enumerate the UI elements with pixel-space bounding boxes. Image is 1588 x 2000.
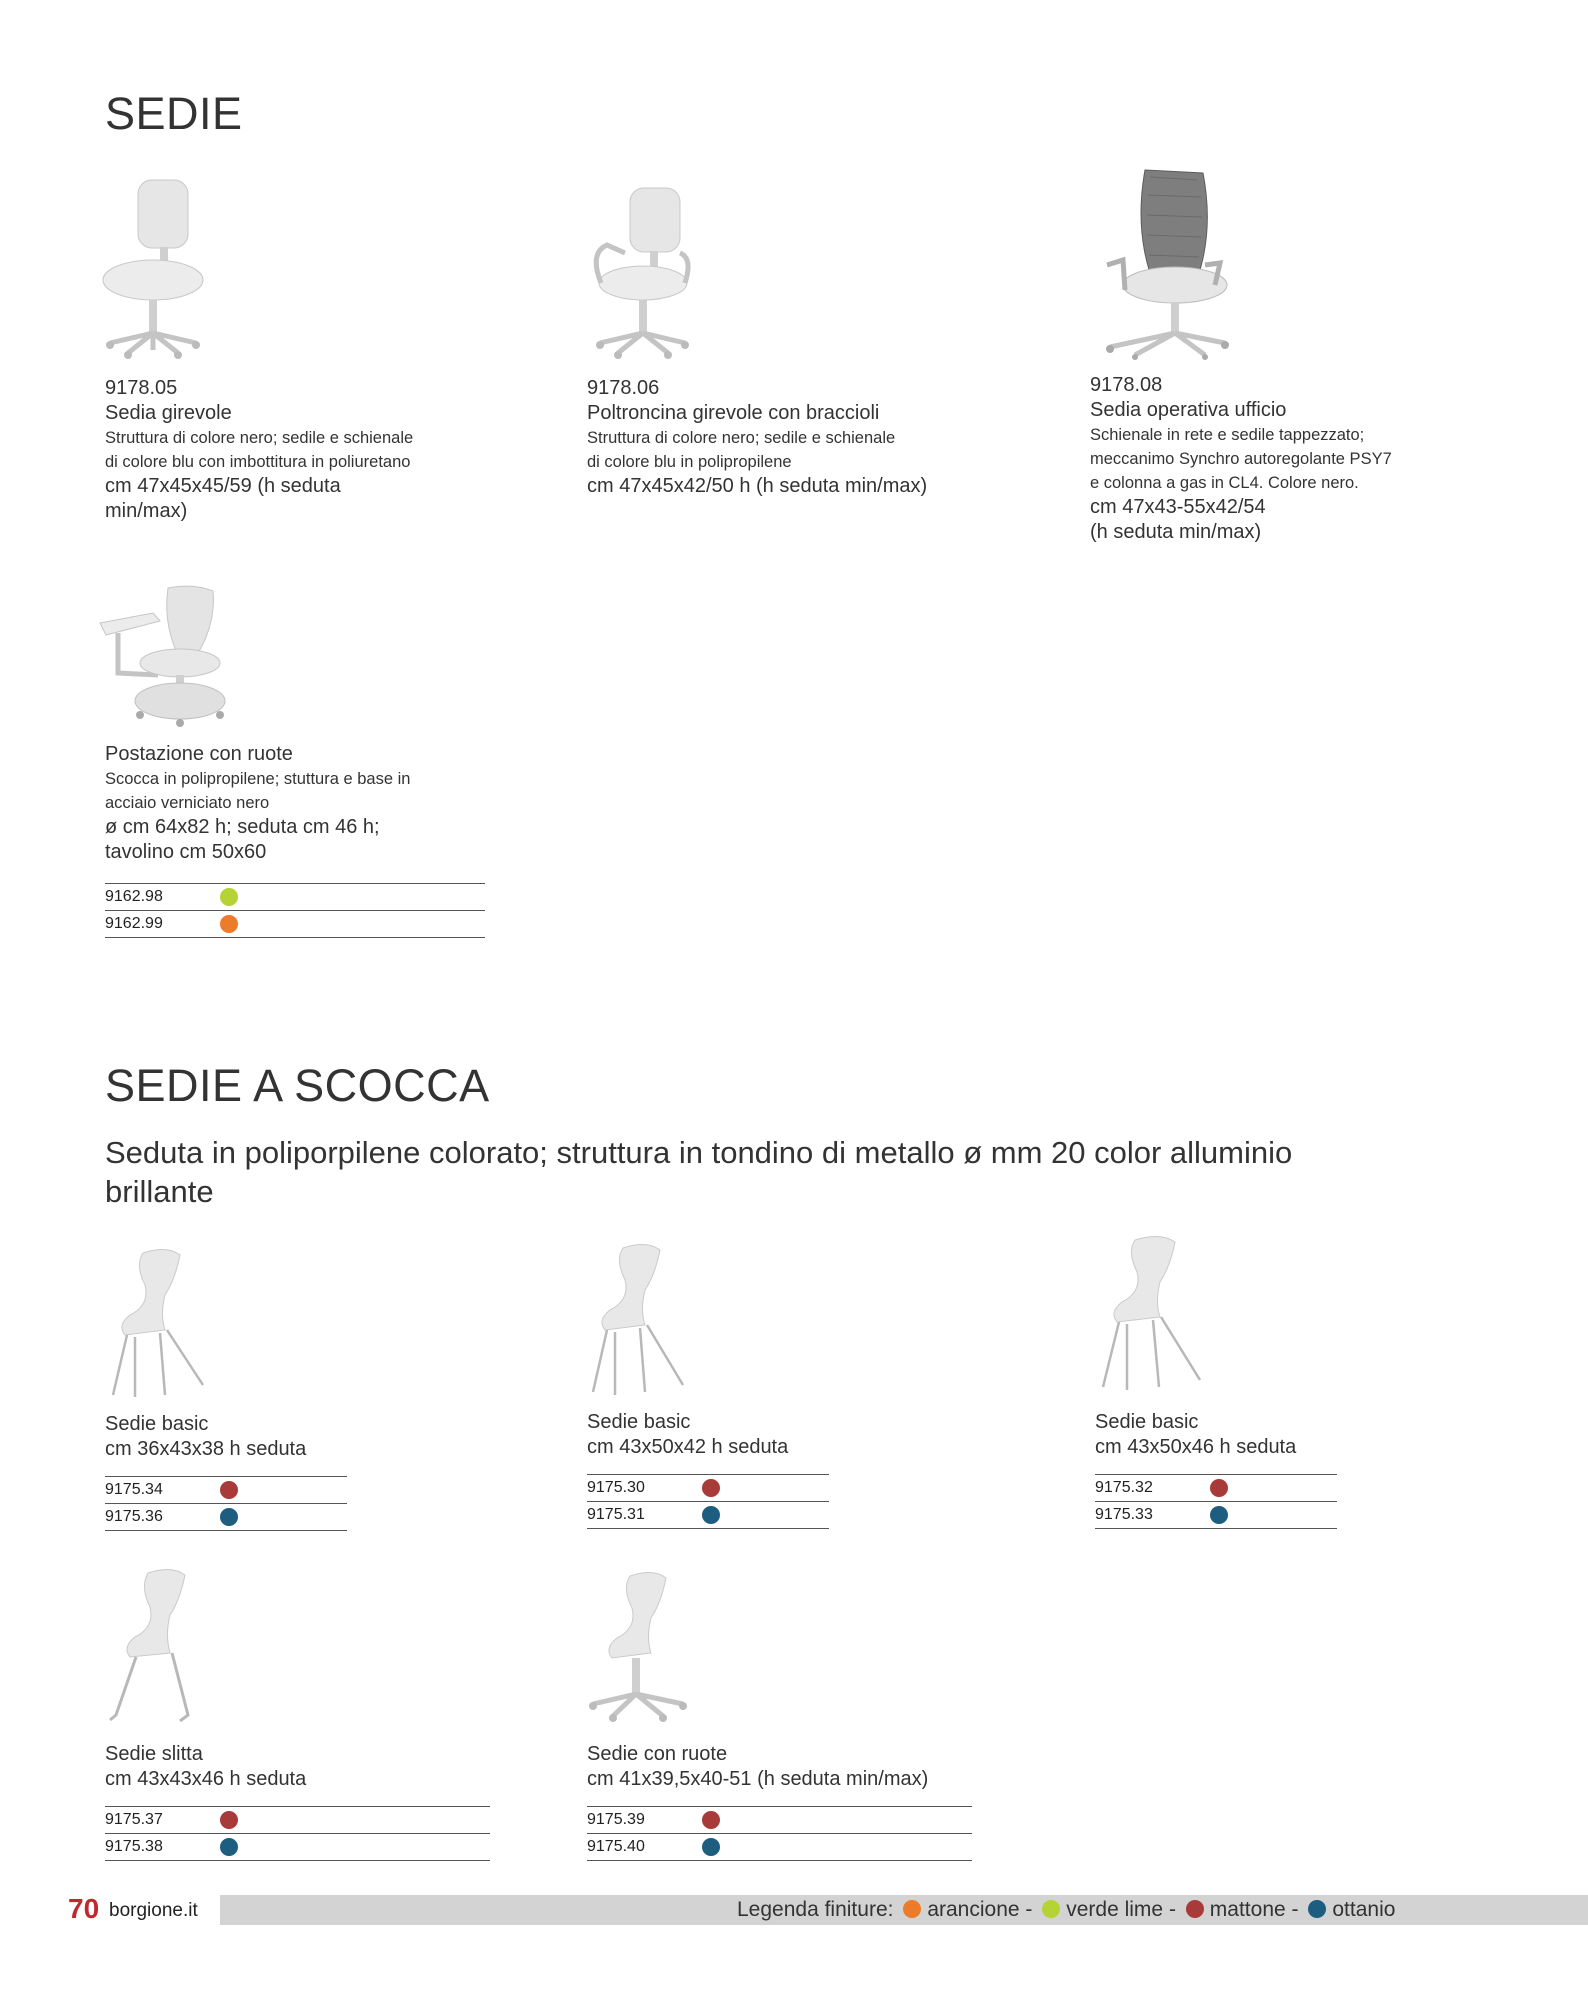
variant-row	[105, 1504, 347, 1531]
product-sedie-basic-3	[1095, 1410, 1296, 1460]
product-name: Poltroncina girevole con braccioli	[587, 402, 880, 424]
color-swatch-ottanio	[220, 1838, 238, 1856]
product-desc-line: Scocca in polipropilene; stuttura e base in	[105, 770, 411, 788]
office-chair-image	[1095, 165, 1230, 360]
finish-legend	[737, 1895, 1395, 1925]
product-name: Postazione con ruote	[105, 743, 293, 765]
product-code: 9178.05	[105, 377, 178, 399]
variant-table	[105, 1476, 347, 1531]
product-dimensions: ø cm 64x82 h; seduta cm 46 h;	[105, 816, 380, 838]
product-postazione	[105, 742, 410, 865]
product-desc-line: di colore blu con imbottitura in poliuretano	[105, 453, 411, 471]
product-name: Sedie basic	[1095, 1411, 1199, 1433]
color-swatch-ottanio	[702, 1506, 720, 1524]
color-swatch-ottanio	[702, 1838, 720, 1856]
product-name: Sedie con ruote	[587, 1743, 728, 1765]
color-swatch-arancione	[220, 915, 238, 933]
variant-code: 9162.98	[105, 888, 163, 905]
variant-row	[587, 1475, 829, 1502]
variant-code: 9175.30	[587, 1479, 645, 1496]
variant-row	[1095, 1502, 1337, 1529]
product-code: 9178.06	[587, 377, 660, 399]
product-dimensions: cm 47x45x42/50 h (h seduta min/max)	[587, 475, 928, 497]
subtitle-line: brillante	[105, 1174, 214, 1209]
product-9178-06	[587, 376, 927, 499]
variant-row	[105, 1807, 490, 1834]
variant-code: 9175.38	[105, 1838, 163, 1855]
color-swatch-ottanio	[1210, 1506, 1228, 1524]
variant-row	[1095, 1475, 1337, 1502]
product-desc-line: acciaio verniciato nero	[105, 794, 270, 812]
variant-row	[587, 1502, 829, 1529]
product-9178-08	[1090, 373, 1392, 545]
color-swatch-mattone	[702, 1479, 720, 1497]
legend-item: mattone	[1209, 1898, 1286, 1921]
variant-code: 9175.33	[1095, 1506, 1153, 1523]
product-sedie-basic-2	[587, 1410, 788, 1460]
product-desc-line: meccanimo Synchro autoregolante PSY7	[1090, 450, 1392, 468]
product-dimensions: cm 43x43x46 h seduta	[105, 1768, 307, 1790]
product-dimensions: min/max)	[105, 500, 188, 522]
variant-row	[105, 911, 485, 938]
color-swatch-verde-lime	[220, 888, 238, 906]
section-title-sedie-a-scocca: SEDIE A SCOCCA	[105, 1060, 490, 1111]
legend-swatch-ottanio	[1308, 1900, 1326, 1918]
product-dimensions: cm 41x39,5x40-51 (h seduta min/max)	[587, 1768, 929, 1790]
mobile-workstation-image	[98, 583, 228, 733]
product-sedie-slitta	[105, 1742, 306, 1792]
subtitle-line: Seduta in poliporpilene colorato; struttura in tondino di metallo ø mm 20 color alluminio	[105, 1135, 1293, 1170]
variant-table	[587, 1806, 972, 1861]
variant-code: 9175.37	[105, 1811, 163, 1828]
section-subtitle	[105, 1133, 1505, 1211]
product-name: Sedie slitta	[105, 1743, 203, 1765]
legend-item: ottanio	[1332, 1898, 1396, 1921]
legend-separator: -	[1168, 1898, 1176, 1921]
legend-swatch-verde-lime	[1042, 1900, 1060, 1918]
product-dimensions: (h seduta min/max)	[1090, 521, 1262, 543]
legend-label: Legenda finiture:	[737, 1898, 894, 1921]
product-dimensions: tavolino cm 50x60	[105, 841, 267, 863]
product-dimensions: cm 36x43x38 h seduta	[105, 1438, 307, 1460]
sled-chair-image	[108, 1565, 208, 1725]
product-name: Sedie basic	[105, 1413, 209, 1435]
product-desc-line: Struttura di colore nero; sedile e schienale	[105, 429, 414, 447]
product-desc-line: di colore blu in polipropilene	[587, 453, 792, 471]
product-dimensions: cm 47x43-55x42/54	[1090, 496, 1266, 518]
product-sedie-con-ruote	[587, 1742, 928, 1792]
color-swatch-mattone	[1210, 1479, 1228, 1497]
variant-code: 9162.99	[105, 915, 163, 932]
page-number: 70	[68, 1893, 100, 1924]
variant-code: 9175.36	[105, 1508, 163, 1525]
variant-code: 9175.40	[587, 1838, 645, 1855]
product-sedie-basic-1	[105, 1412, 306, 1462]
color-swatch-ottanio	[220, 1508, 238, 1526]
product-code: 9178.08	[1090, 374, 1163, 396]
variant-code: 9175.32	[1095, 1479, 1153, 1496]
variant-table	[105, 1806, 490, 1861]
product-desc-line: Schienale in rete e sedile tappezzato;	[1090, 426, 1365, 444]
product-name: Sedia girevole	[105, 402, 232, 424]
legend-item: arancione	[927, 1898, 1020, 1921]
legend-item: verde lime	[1066, 1898, 1164, 1921]
shell-chair-image	[1095, 1232, 1205, 1390]
product-dimensions: cm 43x50x42 h seduta	[587, 1436, 789, 1458]
legend-swatch-arancione	[903, 1900, 921, 1918]
product-desc-line: Struttura di colore nero; sedile e schienale	[587, 429, 896, 447]
site-name: borgione.it	[109, 1900, 198, 1921]
variant-table	[105, 883, 485, 938]
shell-chair-image	[105, 1245, 205, 1397]
color-swatch-mattone	[702, 1811, 720, 1829]
legend-separator: -	[1291, 1898, 1299, 1921]
armchair-swivel-image	[585, 183, 695, 361]
swivel-chair-image	[98, 175, 208, 360]
section-title-sedie: SEDIE	[105, 88, 243, 139]
variant-row	[105, 1477, 347, 1504]
product-name: Sedia operativa ufficio	[1090, 399, 1287, 421]
product-9178-05	[105, 376, 413, 524]
legend-swatch-mattone	[1186, 1900, 1204, 1918]
variant-table	[587, 1474, 829, 1529]
shell-chair-wheels-image	[588, 1568, 688, 1726]
product-dimensions: cm 47x45x45/59 (h seduta	[105, 475, 341, 497]
legend-separator: -	[1025, 1898, 1033, 1921]
color-swatch-mattone	[220, 1481, 238, 1499]
variant-code: 9175.34	[105, 1481, 163, 1498]
variant-row	[587, 1834, 972, 1861]
color-swatch-mattone	[220, 1811, 238, 1829]
shell-chair-image	[585, 1240, 685, 1395]
variant-table	[1095, 1474, 1337, 1529]
variant-code: 9175.39	[587, 1811, 645, 1828]
product-dimensions: cm 43x50x46 h seduta	[1095, 1436, 1297, 1458]
variant-code: 9175.31	[587, 1506, 645, 1523]
variant-row	[105, 884, 485, 911]
product-desc-line: e colonna a gas in CL4. Colore nero.	[1090, 474, 1359, 492]
product-name: Sedie basic	[587, 1411, 691, 1433]
variant-row	[105, 1834, 490, 1861]
variant-row	[587, 1807, 972, 1834]
